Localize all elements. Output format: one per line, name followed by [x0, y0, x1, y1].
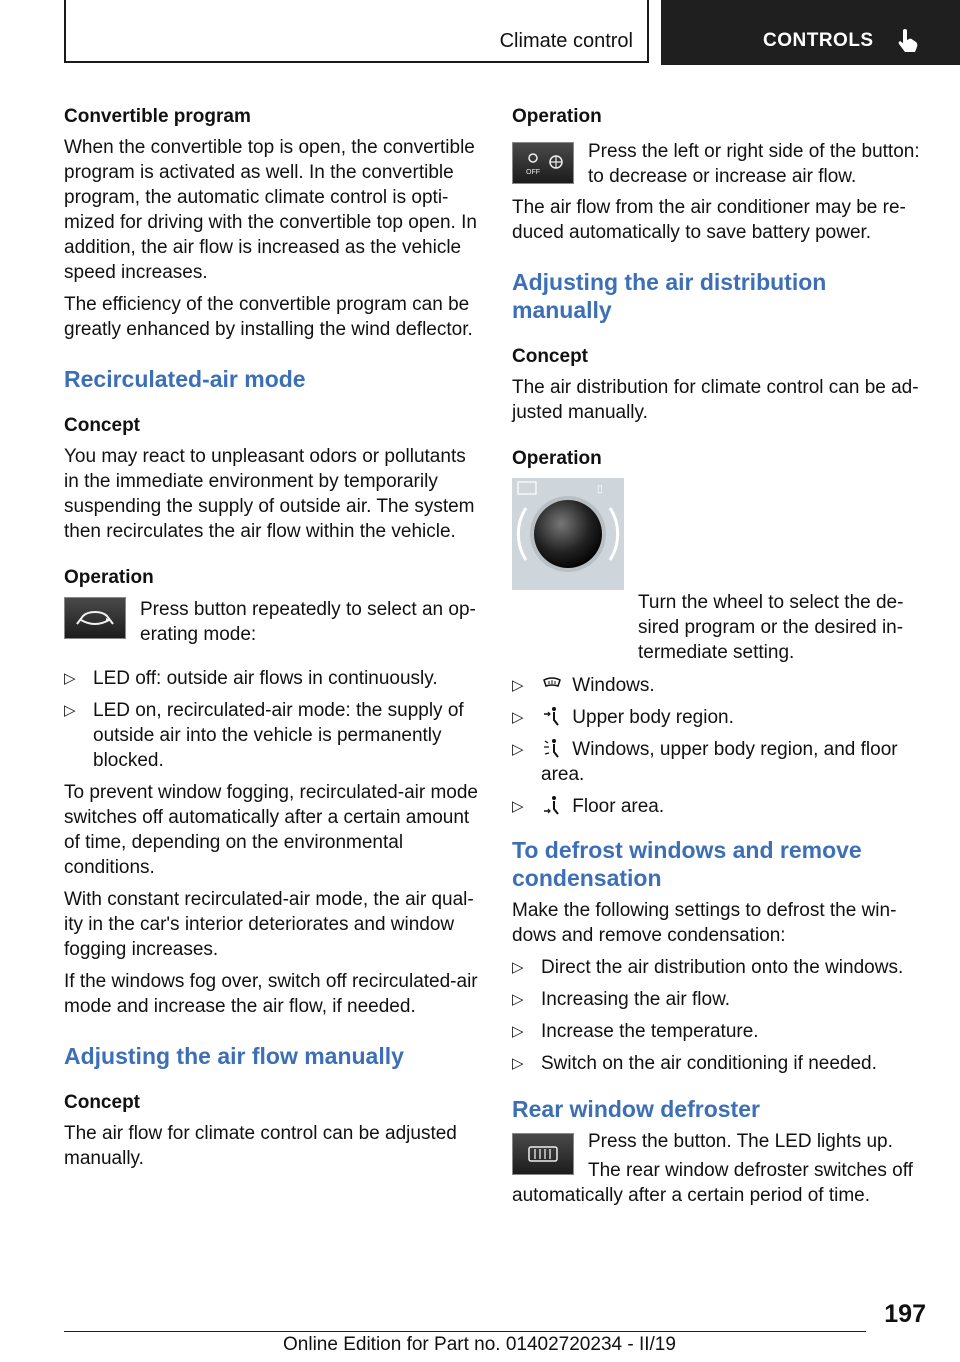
recirc-operation-heading: Operation [64, 567, 154, 588]
recirc-paragraph-3: If the windows fog over, switch off recirculated-air mode and increase the air flow, if needed. [64, 971, 478, 1017]
footer-divider [64, 1331, 866, 1332]
list-item: ▷ Increase the temperature. [512, 1019, 928, 1044]
rotary-dial-icon [512, 478, 624, 590]
list-item: ▷ LED on, recirculated-air mode: the supply of outside air into the vehicle is permanently blocked. [64, 698, 484, 773]
right-column [512, 104, 928, 1215]
rear-defrost-icon [523, 1141, 563, 1167]
operation-text: Press the left or right side of the button: to decrease or increase air flow. [588, 141, 920, 187]
recirculation-car-icon [73, 606, 117, 630]
header-controls-tab [661, 0, 960, 65]
list-item: ▷ LED off: outside air flows in continuously. [64, 666, 484, 691]
convertible-paragraph-1: When the convertible top is open, the convertible program is activated as well. In the convertible program, the automatic climate control is opti‐mized for driving with the convertible top open. In addition, the air flow is increased as the vehicle speed increases. [64, 137, 477, 283]
list-item-label: Windows. [572, 675, 655, 696]
fan-button-image [512, 142, 574, 184]
list-item-label: Windows, upper body region, and floor area. [541, 739, 898, 785]
defrost-list [512, 955, 928, 1076]
floor-icon [541, 795, 563, 815]
list-item-label: Floor area. [572, 796, 665, 817]
distribution-concept-heading: Concept [512, 346, 588, 367]
operation-paragraph: The air flow from the air conditioner may be re‐duced automatically to save battery power. [512, 197, 906, 243]
defrost-title: To defrost windows and remove condensation [512, 837, 862, 891]
air-flow-title: Adjusting the air flow manually [64, 1043, 404, 1069]
airflow-concept-text: The air flow for climate control can be adjusted manually. [64, 1123, 457, 1169]
list-item: ▷ Direct the air distribution onto the windows. [512, 955, 928, 980]
page-number: 197 [884, 1300, 926, 1328]
windows-body-floor-icon [541, 738, 563, 758]
off-label: OFF [526, 169, 540, 176]
recirculated-air-title: Recirculated-air mode [64, 366, 306, 392]
list-item [512, 737, 928, 787]
airflow-concept-heading: Concept [64, 1092, 140, 1113]
recirc-paragraph-1: To prevent window fogging, recirculated-air mode switches off automatically after a certain amount of time, depending on the environmental conditions. [64, 782, 478, 878]
upper-body-icon [541, 706, 563, 726]
list-item: ▷ Increasing the air flow. [512, 987, 928, 1012]
defrost-intro: Make the following settings to defrost the win‐dows and remove condensation: [512, 900, 897, 946]
list-item [512, 794, 928, 819]
list-item-label: Upper body region. [572, 707, 734, 728]
windshield-icon [541, 674, 563, 694]
header-section-box [64, 0, 649, 63]
rear-window-defroster-title: Rear window defroster [512, 1096, 760, 1122]
left-column [64, 104, 484, 1178]
list-item: ▷ Switch on the air conditioning if needed. [512, 1051, 928, 1076]
distribution-operation-heading: Operation [512, 448, 602, 469]
list-item [512, 673, 928, 698]
recirc-concept-heading: Concept [64, 415, 140, 436]
hand-pointer-icon [897, 28, 919, 54]
fan-icon [518, 148, 568, 178]
recirculation-button-image [64, 597, 126, 639]
convertible-heading: Convertible program [64, 106, 251, 127]
list-item [512, 705, 928, 730]
rear-paragraph-2: The rear window defroster switches off automatically after a certain period of time. [512, 1160, 913, 1206]
convertible-paragraph-2: The efficiency of the convertible program can be greatly enhanced by installing the wind deflector. [64, 294, 473, 340]
header-tab-label: CONTROLS [763, 30, 874, 51]
distribution-list [512, 673, 928, 819]
svg-text:▯: ▯ [597, 484, 603, 495]
footer-edition: Online Edition for Part no. 01402720234 - II/19 [283, 1334, 676, 1355]
operation-heading: Operation [512, 106, 602, 127]
recirc-paragraph-2: With constant recirculated-air mode, the air qual‐ity in the car's interior deteriorates and window fogging increases. [64, 889, 474, 960]
rear-paragraph-1: Press the button. The LED lights up. [588, 1131, 893, 1152]
recirc-mode-list [64, 666, 484, 773]
distribution-operation-text: Turn the wheel to select the de‐sired program or the desired in‐termediate setting. [638, 592, 904, 663]
air-distribution-title: Adjusting the air distribution manually [512, 269, 827, 323]
distribution-concept-text: The air distribution for climate control can be ad‐justed manually. [512, 377, 919, 423]
recirc-concept-text: You may react to unpleasant odors or pollutants in the immediate environment by temporarily suspending the supply of outside air. The system then recirculates the air flow within the vehicle. [64, 446, 475, 542]
recirc-operation-text: Press button repeatedly to select an op‐erating mode: [140, 599, 476, 645]
rear-defroster-button-image [512, 1133, 574, 1175]
header-section-title: Climate control [499, 30, 633, 52]
air-distribution-dial-image [512, 478, 624, 590]
